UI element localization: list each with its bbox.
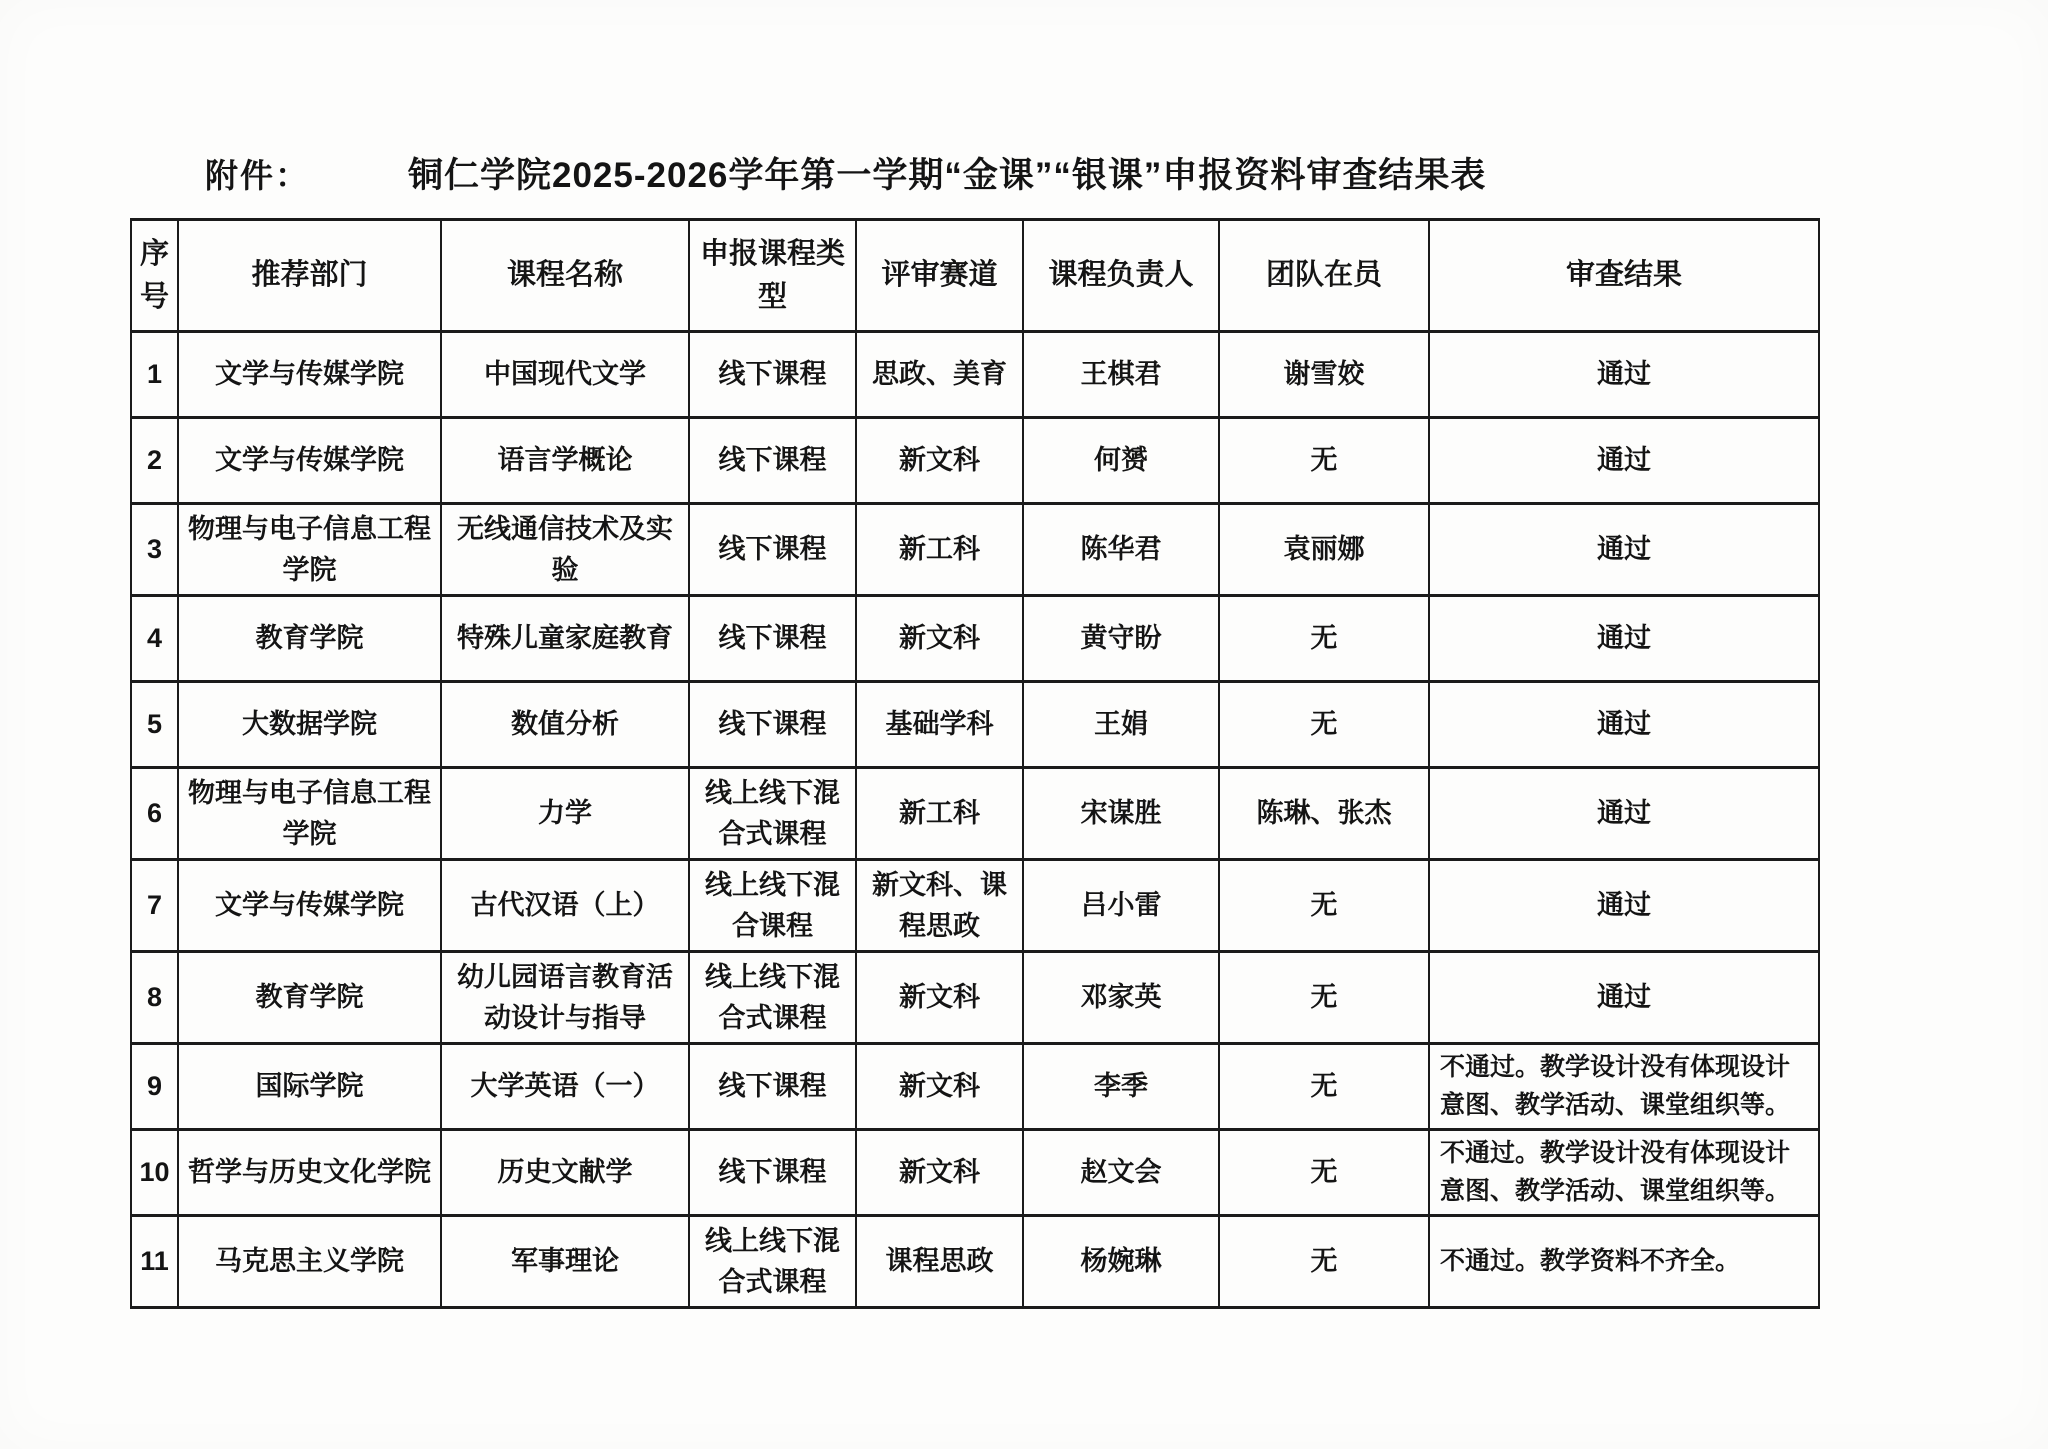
table-row	[131, 1044, 1819, 1130]
table-cell: 无	[1219, 682, 1429, 768]
table-body	[131, 332, 1819, 1308]
table-cell: 物理与电子信息工程学院	[178, 768, 441, 860]
table-cell: 文学与传媒学院	[178, 418, 441, 504]
table-cell: 国际学院	[178, 1044, 441, 1130]
table-cell: 力学	[441, 768, 689, 860]
table-cell: 线下课程	[689, 596, 856, 682]
table-cell: 1	[131, 332, 178, 418]
column-header-4: 评审赛道	[856, 220, 1023, 332]
table-row	[131, 504, 1819, 596]
table-cell: 无	[1219, 1130, 1429, 1216]
table-cell: 思政、美育	[856, 332, 1023, 418]
table-cell: 线上线下混合式课程	[689, 768, 856, 860]
table-cell: 中国现代文学	[441, 332, 689, 418]
table-cell: 11	[131, 1216, 178, 1308]
table-cell: 新文科	[856, 952, 1023, 1044]
table-row	[131, 768, 1819, 860]
table-row	[131, 596, 1819, 682]
table-cell: 古代汉语（上）	[441, 860, 689, 952]
table-cell: 线下课程	[689, 1044, 856, 1130]
table-cell: 陈琳、张杰	[1219, 768, 1429, 860]
table-row	[131, 860, 1819, 952]
column-header-7: 审查结果	[1429, 220, 1819, 332]
table-cell: 9	[131, 1044, 178, 1130]
document-header	[205, 148, 1905, 198]
table-cell: 物理与电子信息工程学院	[178, 504, 441, 596]
table-cell: 赵文会	[1023, 1130, 1219, 1216]
table-cell: 大数据学院	[178, 682, 441, 768]
table-cell: 王娟	[1023, 682, 1219, 768]
table-cell: 无	[1219, 860, 1429, 952]
table-row	[131, 1216, 1819, 1308]
table-cell: 线下课程	[689, 682, 856, 768]
column-header-2: 课程名称	[441, 220, 689, 332]
table-cell: 2	[131, 418, 178, 504]
table-cell: 无	[1219, 418, 1429, 504]
table-cell: 袁丽娜	[1219, 504, 1429, 596]
table-cell: 无	[1219, 952, 1429, 1044]
table-cell: 大学英语（一）	[441, 1044, 689, 1130]
table-cell: 陈华君	[1023, 504, 1219, 596]
table-cell: 6	[131, 768, 178, 860]
column-header-5: 课程负责人	[1023, 220, 1219, 332]
table-cell: 谢雪姣	[1219, 332, 1429, 418]
table-row	[131, 332, 1819, 418]
table-cell: 历史文献学	[441, 1130, 689, 1216]
table-cell: 线下课程	[689, 332, 856, 418]
table-row	[131, 682, 1819, 768]
table-cell: 5	[131, 682, 178, 768]
review-result-cell: 不通过。教学资料不齐全。	[1429, 1216, 1819, 1308]
table-cell: 新文科	[856, 596, 1023, 682]
table-cell: 7	[131, 860, 178, 952]
table-cell: 杨婉琳	[1023, 1216, 1219, 1308]
table-cell: 线上线下混合式课程	[689, 1216, 856, 1308]
table-cell: 4	[131, 596, 178, 682]
table-cell: 新文科	[856, 418, 1023, 504]
table-cell: 哲学与历史文化学院	[178, 1130, 441, 1216]
table-cell: 线下课程	[689, 418, 856, 504]
column-header-0: 序号	[131, 220, 178, 332]
table-cell: 王棋君	[1023, 332, 1219, 418]
table-cell: 无	[1219, 1044, 1429, 1130]
table-cell: 何赟	[1023, 418, 1219, 504]
table-cell: 8	[131, 952, 178, 1044]
review-result-cell: 通过	[1429, 504, 1819, 596]
table-cell: 无	[1219, 1216, 1429, 1308]
table-cell: 新文科	[856, 1130, 1023, 1216]
table-cell: 邓家英	[1023, 952, 1219, 1044]
table-cell: 幼儿园语言教育活动设计与指导	[441, 952, 689, 1044]
table-cell: 新文科	[856, 1044, 1023, 1130]
table-cell: 语言学概论	[441, 418, 689, 504]
review-result-cell: 通过	[1429, 860, 1819, 952]
review-result-cell: 通过	[1429, 682, 1819, 768]
table-cell: 文学与传媒学院	[178, 332, 441, 418]
table-cell: 宋谋胜	[1023, 768, 1219, 860]
table-cell: 吕小雷	[1023, 860, 1219, 952]
table-header-row	[131, 220, 1819, 332]
table-row	[131, 418, 1819, 504]
table-cell: 10	[131, 1130, 178, 1216]
table-cell: 新文科、课程思政	[856, 860, 1023, 952]
review-result-cell: 通过	[1429, 596, 1819, 682]
table-row	[131, 952, 1819, 1044]
review-result-cell: 通过	[1429, 952, 1819, 1044]
table-header	[131, 220, 1819, 332]
table-row	[131, 1130, 1819, 1216]
column-header-1: 推荐部门	[178, 220, 441, 332]
table-cell: 线下课程	[689, 504, 856, 596]
table-cell: 新工科	[856, 504, 1023, 596]
table-cell: 特殊儿童家庭教育	[441, 596, 689, 682]
review-result-cell: 通过	[1429, 768, 1819, 860]
table-cell: 基础学科	[856, 682, 1023, 768]
table-cell: 教育学院	[178, 952, 441, 1044]
table-cell: 3	[131, 504, 178, 596]
review-results-table	[130, 218, 1820, 1309]
column-header-3: 申报课程类型	[689, 220, 856, 332]
table-cell: 线上线下混合式课程	[689, 952, 856, 1044]
table-cell: 黄守盼	[1023, 596, 1219, 682]
table-cell: 线下课程	[689, 1130, 856, 1216]
table-cell: 马克思主义学院	[178, 1216, 441, 1308]
page-title: 铜仁学院2025-2026学年第一学期“金课”“银课”申报资料审查结果表	[408, 156, 1487, 195]
table-cell: 数值分析	[441, 682, 689, 768]
table-cell: 无线通信技术及实验	[441, 504, 689, 596]
table-cell: 无	[1219, 596, 1429, 682]
review-result-cell: 通过	[1429, 332, 1819, 418]
table-cell: 文学与传媒学院	[178, 860, 441, 952]
table-cell: 教育学院	[178, 596, 441, 682]
table-cell: 李季	[1023, 1044, 1219, 1130]
column-header-6: 团队在员	[1219, 220, 1429, 332]
review-result-cell: 不通过。教学设计没有体现设计意图、教学活动、课堂组织等。	[1429, 1044, 1819, 1130]
table-cell: 新工科	[856, 768, 1023, 860]
table-cell: 军事理论	[441, 1216, 689, 1308]
review-result-cell: 不通过。教学设计没有体现设计意图、教学活动、课堂组织等。	[1429, 1130, 1819, 1216]
table-cell: 课程思政	[856, 1216, 1023, 1308]
table-cell: 线上线下混合课程	[689, 860, 856, 952]
attachment-label: 附件：	[205, 157, 310, 194]
review-result-cell: 通过	[1429, 418, 1819, 504]
